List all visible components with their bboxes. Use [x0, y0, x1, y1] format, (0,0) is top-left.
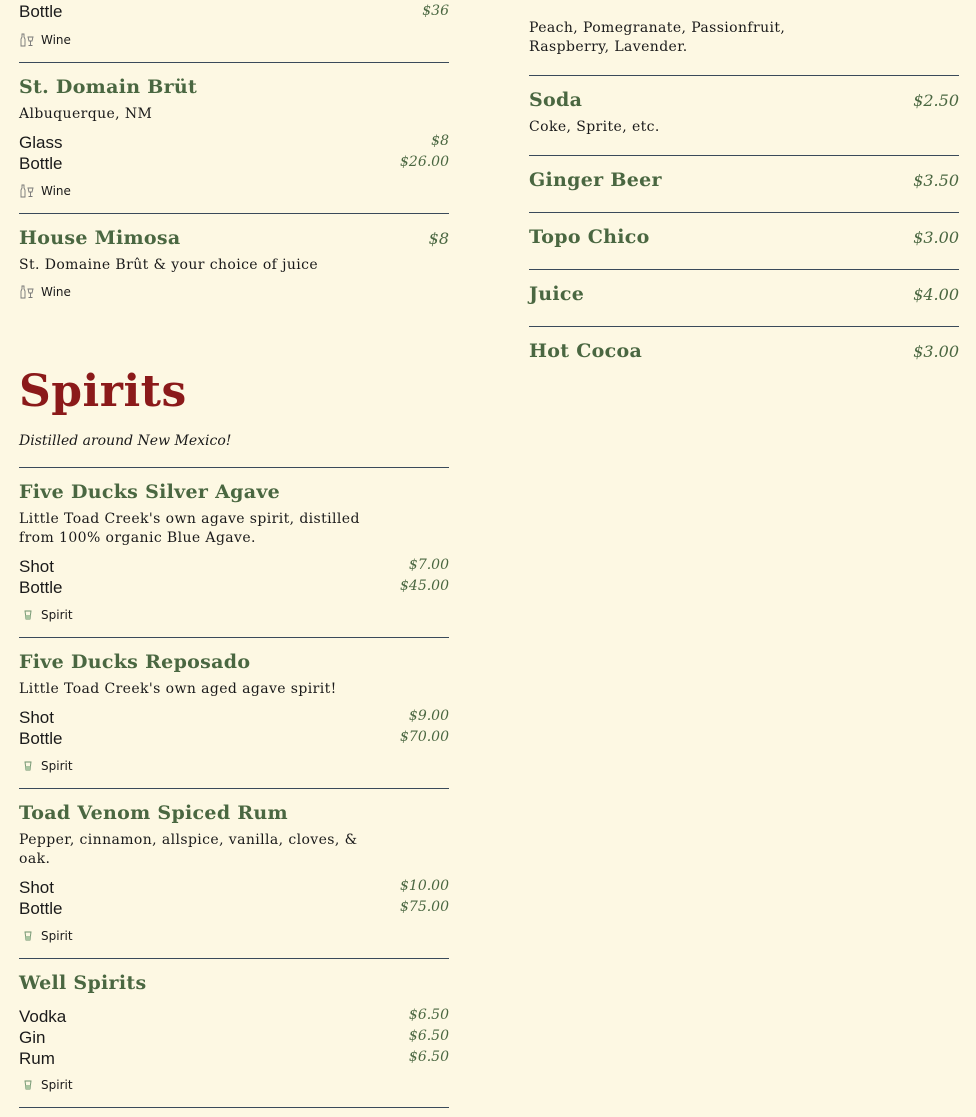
divider — [19, 788, 449, 789]
item-name: Soda — [529, 89, 583, 111]
item-name: Five Ducks Silver Agave — [19, 481, 281, 503]
item-name: Hot Cocoa — [529, 340, 643, 362]
divider — [19, 467, 449, 468]
size-price: $7.00 — [408, 557, 449, 573]
divider — [529, 75, 959, 76]
size-label: Bottle — [19, 729, 63, 748]
size-label: Rum — [19, 1049, 55, 1068]
divider — [529, 212, 959, 213]
divider — [19, 62, 449, 63]
size-price: $9.00 — [408, 708, 449, 724]
item-desc: Little Toad Creek's own aged agave spirit! — [19, 681, 337, 697]
size-price: $8 — [431, 133, 449, 149]
shot-glass-icon — [20, 1078, 35, 1092]
item-name: Well Spirits — [19, 972, 147, 994]
divider — [19, 213, 449, 214]
tag-label: Spirit — [41, 1078, 73, 1092]
item-name: St. Domain Brüt — [19, 76, 198, 98]
size-label: Glass — [19, 133, 63, 152]
item-price: $4.00 — [913, 285, 959, 304]
item-desc: St. Domaine Brût & your choice of juice — [19, 257, 319, 273]
size-price: $6.50 — [408, 1028, 449, 1044]
divider — [529, 326, 959, 327]
tag-spirit — [19, 929, 73, 943]
size-label: Bottle — [19, 2, 63, 21]
shot-glass-icon — [20, 759, 35, 773]
size-price: $45.00 — [400, 578, 449, 594]
tag-spirit — [19, 608, 73, 622]
item-name: Juice — [529, 283, 585, 305]
size-label: Shot — [19, 557, 54, 576]
item-desc: Pepper, cinnamon, allspice, vanilla, cloves, & oak. — [19, 832, 358, 867]
tag-label: Wine — [41, 285, 71, 299]
tag-wine — [19, 285, 71, 299]
size-price: $26.00 — [400, 154, 449, 170]
item-desc: Peach, Pomegranate, Passionfruit, Raspberry, Lavender. — [529, 20, 786, 55]
item-price: $8 — [428, 229, 449, 248]
divider — [19, 1107, 449, 1108]
shot-glass-icon — [20, 608, 35, 622]
divider — [529, 269, 959, 270]
divider — [19, 958, 449, 959]
item-desc: Albuquerque, NM — [19, 106, 153, 122]
size-price: $6.50 — [408, 1007, 449, 1023]
size-price: $10.00 — [400, 878, 449, 894]
tag-wine — [19, 184, 71, 198]
section-title: Spirits — [19, 366, 187, 417]
size-price: $6.50 — [408, 1049, 449, 1065]
item-name: Topo Chico — [529, 226, 650, 248]
wine-bottle-icon — [20, 33, 35, 47]
size-label: Shot — [19, 878, 54, 897]
tag-label: Wine — [41, 33, 71, 47]
item-name: Ginger Beer — [529, 169, 662, 191]
item-name: Five Ducks Reposado — [19, 651, 251, 673]
wine-bottle-icon — [20, 285, 35, 299]
item-desc: Little Toad Creek's own agave spirit, distilled from 100% organic Blue Agave. — [19, 511, 360, 546]
item-desc: Coke, Sprite, etc. — [529, 119, 660, 135]
item-price: $3.50 — [913, 171, 959, 190]
size-label: Gin — [19, 1028, 46, 1047]
tag-label: Spirit — [41, 759, 73, 773]
size-price: $75.00 — [400, 899, 449, 915]
size-label: Bottle — [19, 154, 63, 173]
shot-glass-icon — [20, 929, 35, 943]
tag-wine — [19, 33, 71, 47]
tag-spirit — [19, 1078, 73, 1092]
item-name: House Mimosa — [19, 227, 181, 249]
item-price: $3.00 — [913, 228, 959, 247]
size-label: Vodka — [19, 1007, 67, 1026]
wine-bottle-icon — [20, 184, 35, 198]
tag-spirit — [19, 759, 73, 773]
item-price: $3.00 — [913, 342, 959, 361]
divider — [529, 155, 959, 156]
size-price: $36 — [422, 3, 449, 19]
tag-label: Wine — [41, 184, 71, 198]
section-subtitle: Distilled around New Mexico! — [19, 433, 232, 449]
tag-label: Spirit — [41, 608, 73, 622]
divider — [19, 637, 449, 638]
size-label: Bottle — [19, 578, 63, 597]
size-price: $70.00 — [400, 729, 449, 745]
size-label: Shot — [19, 708, 54, 727]
item-price: $2.50 — [913, 91, 959, 110]
size-label: Bottle — [19, 899, 63, 918]
tag-label: Spirit — [41, 929, 73, 943]
item-name: Toad Venom Spiced Rum — [19, 802, 288, 824]
